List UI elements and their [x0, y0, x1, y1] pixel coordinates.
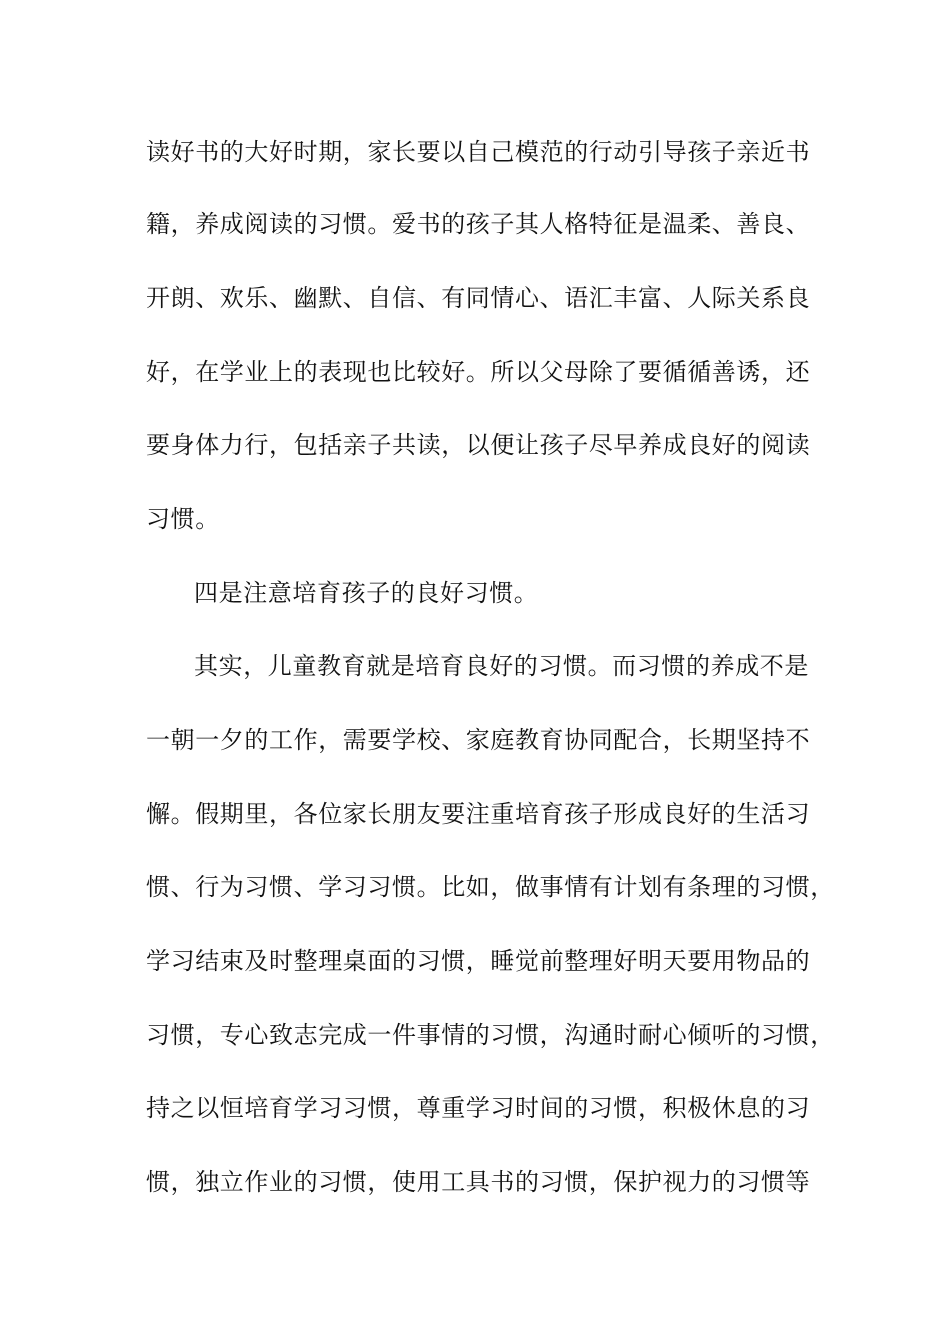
text-line: 其实，儿童教育就是培育良好的习惯。而习惯的养成不是	[194, 652, 809, 680]
text-line: 习惯。	[146, 505, 220, 533]
text-line: 一朝一夕的工作，需要学校、家庭教育协同配合，长期坚持不	[146, 726, 811, 754]
text-line: 学习结束及时整理桌面的习惯，睡觉前整理好明天要用物品的	[146, 947, 811, 975]
text-line: 开朗、欢乐、幽默、自信、有同情心、语汇丰富、人际关系良	[146, 284, 811, 312]
text-line: 持之以恒培育学习习惯，尊重学习时间的习惯，积极休息的习	[146, 1094, 811, 1122]
text-line: 籍，养成阅读的习惯。爱书的孩子其人格特征是温柔、善良、	[146, 210, 811, 238]
text-line: 习惯，专心致志完成一件事情的习惯，沟通时耐心倾听的习惯，	[146, 1021, 835, 1049]
text-line: 要身体力行，包括亲子共读，以便让孩子尽早养成良好的阅读	[146, 431, 811, 459]
paragraph-heading: 四是注意培育孩子的良好习惯。	[194, 579, 539, 607]
text-line: 懈。假期里，各位家长朋友要注重培育孩子形成良好的生活习	[146, 800, 811, 828]
text-line: 惯、行为习惯、学习习惯。比如，做事情有计划有条理的习惯，	[146, 873, 835, 901]
text-line: 读好书的大好时期，家长要以自己模范的行动引导孩子亲近书	[146, 138, 811, 166]
text-line: 好，在学业上的表现也比较好。所以父母除了要循循善诱，还	[146, 358, 811, 386]
text-line: 惯，独立作业的习惯，使用工具书的习惯，保护视力的习惯等	[146, 1168, 811, 1196]
